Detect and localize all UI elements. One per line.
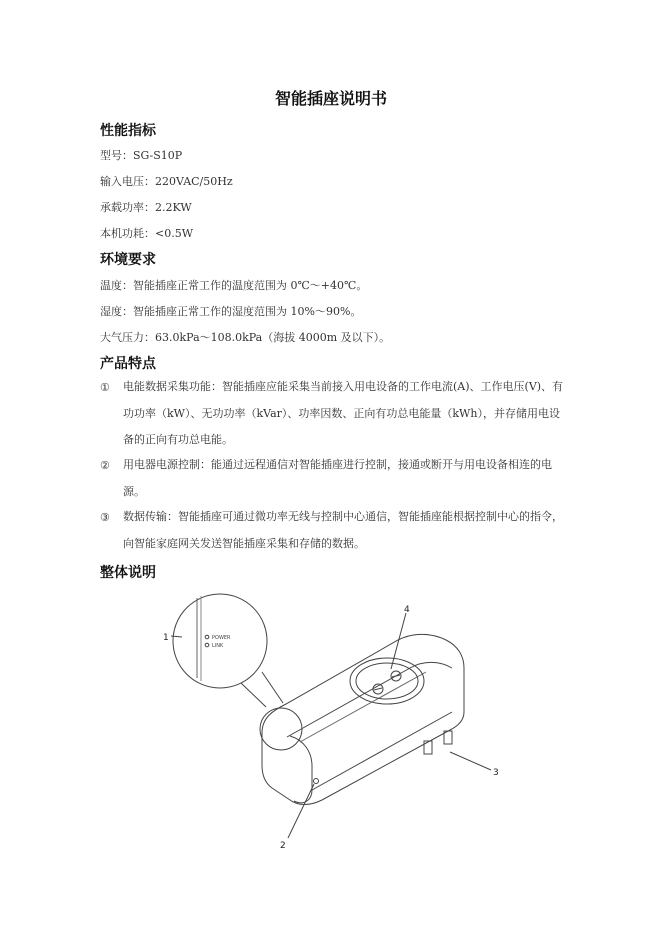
plug-top-edge-inner (300, 672, 426, 742)
feature-number-1: ① (100, 381, 110, 394)
feature-number-2: ② (100, 459, 110, 472)
plug-body-outline (262, 634, 464, 804)
power-led-icon (205, 635, 209, 639)
callout-leader-1 (171, 636, 182, 637)
magnifier-connector-a (241, 683, 266, 707)
callout-label-3: 3 (493, 768, 499, 778)
spec-input-voltage: 输入电压：220VAC/50Hz (100, 175, 233, 188)
spec-self-consumption: 本机功耗：<0.5W (100, 227, 194, 240)
feature-number-3: ③ (100, 511, 110, 524)
link-led-label: LINK (212, 643, 224, 649)
power-led-label: POWER (212, 635, 231, 641)
section-heading-features: 产品特点 (100, 356, 156, 372)
callout-label-1: 1 (163, 633, 169, 643)
link-led-icon (205, 643, 209, 647)
env-humidity: 湿度：智能插座正常工作的湿度范围为 10%～90%。 (100, 305, 362, 318)
detail-source-circle (260, 708, 302, 750)
feature-text-1: 电能数据采集功能：智能插座应能采集当前接入用电设备的工作电流(A)、工作电压(V)、有功功率（kW）、无功功率（kVar）、功率因数、正向有功总电能量（kWh），并存储用电设备的正向有功总电能。 (123, 380, 564, 446)
magnifier-connector-b (262, 672, 283, 703)
callout-leader-3 (450, 752, 491, 770)
plug-prong-left (424, 741, 432, 754)
env-temperature: 温度：智能插座正常工作的温度范围为 0℃～+40℃。 (100, 279, 368, 292)
env-pressure: 大气压力：63.0kPa～108.0kPa（海拔 4000m 及以下）。 (100, 331, 391, 344)
detail-magnifier-circle (173, 594, 267, 688)
section-heading-performance: 性能指标 (100, 123, 156, 139)
section-heading-environment: 环境要求 (100, 252, 156, 268)
page-title: 智能插座说明书 (274, 89, 387, 108)
section-heading-overview: 整体说明 (100, 565, 156, 581)
feature-text-3: 数据传输：智能插座可通过微功率无线与控制中心通信，智能插座能根据控制中心的指令，向智能家庭网关发送智能插座采集和存储的数据。 (123, 510, 563, 550)
socket-slot-left (374, 688, 382, 690)
spec-model: 型号：SG-S10P (100, 149, 183, 162)
spec-load-power: 承载功率：2.2KW (100, 201, 192, 214)
callout-leader-2 (288, 784, 314, 838)
plug-indicator-light (314, 779, 319, 784)
feature-text-2: 用电器电源控制：能通过远程通信对智能插座进行控制，接通或断开与用电设备相连的电源。 (123, 458, 552, 498)
callout-label-4: 4 (404, 605, 410, 615)
callout-label-2: 2 (280, 841, 286, 851)
